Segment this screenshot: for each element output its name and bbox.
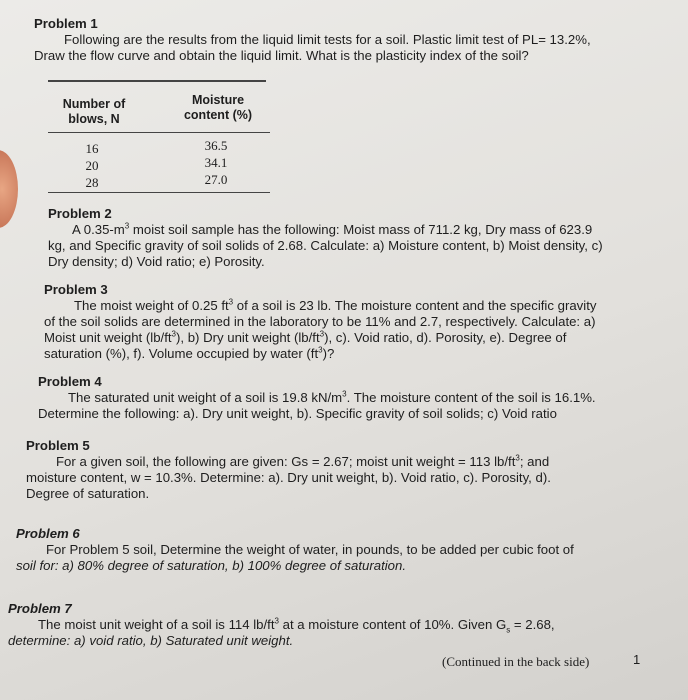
problem-3-title: Problem 3 xyxy=(44,282,108,297)
problem-3-line-3 xyxy=(44,330,596,346)
p7-l1e: = 2.68, xyxy=(510,617,555,632)
problem-5 xyxy=(26,438,551,502)
table-cell-w-3: 27.0 xyxy=(204,172,228,187)
table-cell-n-1: 16 xyxy=(85,141,99,156)
problem-6-line-2: soil for: a) 80% degree of saturation, b) 100% degree of saturation. xyxy=(16,558,406,573)
p5-l1a: For a given soil, the following are given: Gs = 2.67; moist unit weight = 113 lb/ft xyxy=(56,454,516,469)
problem-7 xyxy=(8,601,555,649)
problem-2-line-1 xyxy=(48,222,603,238)
problem-5-line-1 xyxy=(26,454,551,470)
p3-l3c: ), b) Dry unit weight (lb/ft xyxy=(175,330,320,345)
problem-4-line-1 xyxy=(38,390,596,406)
problem-1 xyxy=(34,16,591,64)
p5-l1c: ; and xyxy=(519,454,550,469)
header-moisture-line-1: Moisture xyxy=(191,93,245,107)
p4-l1a: The saturated unit weight of a soil is 19.8 kN/m xyxy=(68,390,343,405)
p3-l3e: ), c). Void ratio, d). Porosity, e). Degree of xyxy=(324,330,567,345)
p3-l4c: )? xyxy=(322,346,335,361)
p3-l4b: 3 xyxy=(318,345,323,355)
problem-7-title: Problem 7 xyxy=(8,601,72,616)
problem-5-line-2: moisture content, w = 10.3%. Determine: a). Dry unit weight, b). Void ratio, c). Porosity, d). xyxy=(26,470,551,485)
problem-3-line-2: of the soil solids are determined in the laboratory to be 11% and 2.7, respectively. Calculate: a) xyxy=(44,314,596,329)
problem-4-line-2: Determine the following: a). Dry unit weight, b). Specific gravity of soil solids; c) Void ratio xyxy=(38,406,557,421)
problem-6-title: Problem 6 xyxy=(16,526,80,541)
problem-2-title: Problem 2 xyxy=(48,206,112,221)
problem-2-line-2: kg, and Specific gravity of soil solids of 2.68. Calculate: a) Moisture content, b) Moist density, c) xyxy=(48,238,603,253)
problem-3-line-1 xyxy=(44,298,596,314)
problem-1-title: Problem 1 xyxy=(34,16,98,31)
p3-l1b: 3 xyxy=(228,297,234,307)
p3-l3b: 3 xyxy=(171,329,176,339)
problem-5-title: Problem 5 xyxy=(26,438,90,453)
p3-l3a: Moist unit weight (lb/ft xyxy=(44,330,172,345)
table-cell-n-2: 20 xyxy=(85,158,99,173)
problem-3-line-4 xyxy=(44,346,596,362)
p7-l1b: 3 xyxy=(274,616,279,626)
p2-text-a: A 0.35-m xyxy=(72,222,125,237)
problem-7-line-1 xyxy=(8,617,555,633)
p4-l1b: 3 xyxy=(342,389,347,399)
table-top-rule xyxy=(48,80,266,82)
p5-l1b: 3 xyxy=(515,453,520,463)
p4-l1c: . The moisture content of the soil is 16.1%. xyxy=(346,390,596,405)
problem-4 xyxy=(38,374,596,422)
p3-l4a: saturation (%), f). Volume occupied by water (ft xyxy=(44,346,319,361)
p7-l1c: at a moisture content of 10%. Given G xyxy=(278,617,507,632)
table-header-moisture xyxy=(172,93,264,123)
problem-4-title: Problem 4 xyxy=(38,374,102,389)
problem-1-line-1: Following are the results from the liquid limit tests for a soil. Plastic limit test of PL= 13.2%, xyxy=(64,32,591,47)
p3-l1c: of a soil is 23 lb. The moisture content and the specific gravity xyxy=(233,298,597,313)
problem-2-line-3: Dry density; d) Void ratio; e) Porosity. xyxy=(48,254,265,269)
p2-sup: 3 xyxy=(124,221,130,231)
header-blows-line-2: blows, N xyxy=(68,112,120,126)
header-moisture-line-2: content (%) xyxy=(183,108,253,122)
continued-note: (Continued in the back side) xyxy=(442,654,590,669)
page-number: 1 xyxy=(633,652,641,667)
table-cell-n-3: 28 xyxy=(85,175,99,190)
problem-5-line-3: Degree of saturation. xyxy=(26,486,150,501)
problem-6 xyxy=(16,526,574,574)
problem-7-line-2: determine: a) void ratio, b) Saturated unit weight. xyxy=(8,633,294,648)
p3-l1a: The moist weight of 0.25 ft xyxy=(74,298,229,313)
table-bottom-rule xyxy=(48,192,270,193)
p7-l1d: s xyxy=(506,625,511,635)
table-cell-w-2: 34.1 xyxy=(204,155,228,170)
problem-3 xyxy=(44,282,596,362)
table-cell-w-1: 36.5 xyxy=(204,138,228,153)
p7-l1a: The moist unit weight of a soil is 114 lb/ft xyxy=(38,617,275,632)
problem-6-line-1: For Problem 5 soil, Determine the weight of water, in pounds, to be added per cubic foot of xyxy=(46,542,574,557)
table-header-rule xyxy=(48,132,270,133)
p3-l3d: 3 xyxy=(319,329,325,339)
problem-2 xyxy=(48,206,603,270)
table-header-blows xyxy=(48,97,140,127)
p2-text-c: moist soil sample has the following: Moist mass of 711.2 kg, Dry mass of 623.9 xyxy=(129,222,593,237)
header-blows-line-1: Number of xyxy=(62,97,126,111)
thumb-finger xyxy=(0,150,18,228)
problem-1-line-2: Draw the flow curve and obtain the liquid limit. What is the plasticity index of the soil? xyxy=(34,48,529,63)
